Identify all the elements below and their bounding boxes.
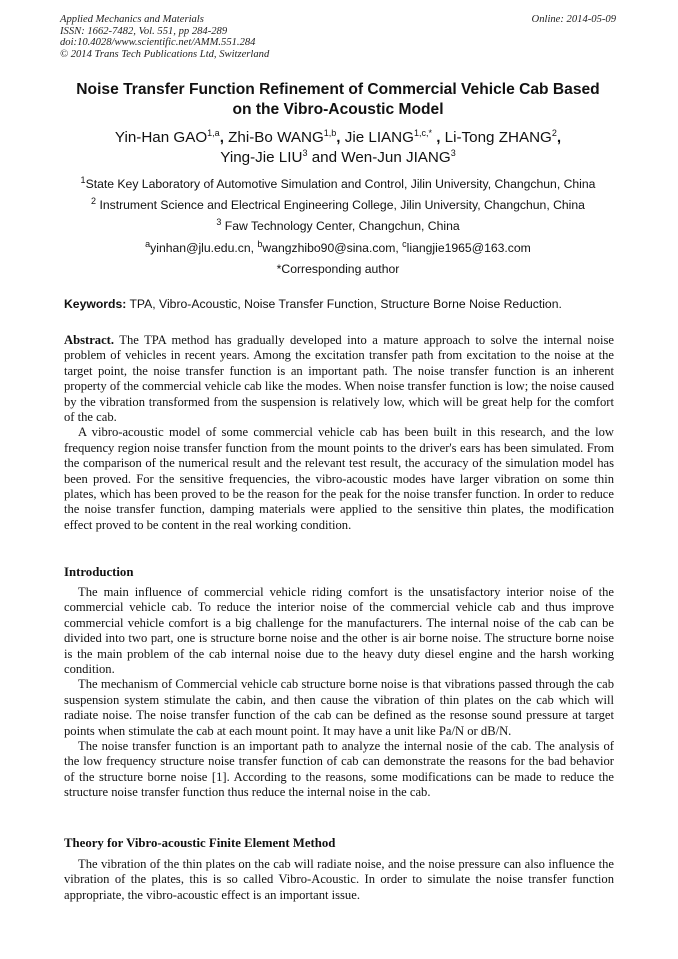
author-name: Zhi-Bo WANG <box>228 129 324 146</box>
author-affiliation-mark: 1,c,* <box>413 127 432 138</box>
email-address[interactable]: yinhan@jlu.edu.cn, <box>150 241 254 255</box>
corresponding-author: *Corresponding author <box>276 262 400 276</box>
keywords <box>64 296 624 312</box>
affiliation-text: Faw Technology Center, Changchun, China <box>224 219 460 233</box>
author-line-1: Yin-Han GAO$^{1,a}$, Zhi-Bo WANG$^{1,b}$, Jie $LIANG^{1,c,*}$ , Li-Tong ZHANG$^2$, <box>114 127 562 146</box>
affiliation-mark: 2 <box>91 195 97 206</box>
author-affiliation-mark: 3 <box>302 147 308 158</box>
title-line-1: Noise Transfer Function Refinement of Commercial Vehicle Cab Based <box>76 81 600 98</box>
email-address[interactable]: liangjie1965@163.com <box>406 241 531 255</box>
paragraph: The vibration of the thin plates on the cab will radiate noise, and the noise pressure can also influence the vibration of the plates, this is so called Vibro-Acoustic. In order to simulate the noise transfer function appropriate, the vibro-acoustic effect is an important issue. <box>64 857 614 902</box>
author-affiliation-mark: 1,a <box>207 127 220 138</box>
introduction-body <box>64 585 614 801</box>
online-date: Online: 2014-05-09 <box>531 14 616 25</box>
abstract <box>64 333 614 533</box>
author-affiliation-mark: 1,b <box>323 127 337 138</box>
author-name: Yin-Han GAO <box>114 129 208 146</box>
affiliation-text: State Key Laboratory of Automotive Simulation and Control, Jilin University, Changchun, China <box>85 177 596 191</box>
abstract-label: Abstract. <box>64 333 115 347</box>
abstract-paragraph-2: A vibro-acoustic model of some commercial vehicle cab has been built in this research, and the low frequency region noise transfer function from the mount points to the driver's ears has been simulated. From the comparison of the numerical result and the relevant test result, the accuracy of the simulation model has been proved. For the sensitive frequencies, the vibro-acoustic modes have larger vibration on some thin plates, which has been proved to be the reason for the peak for the noise transfer function. In order to reduce the noise transfer function, damping materials were applied to the sensitive thin plates, the modification effect proved to be content in the real working condition. <box>64 425 614 532</box>
journal-name: Applied Mechanics and Materials <box>60 14 204 25</box>
paragraph: The main influence of commercial vehicle riding comfort is the unsatisfactory interior noise of the commercial vehicle cab. To reduce the interior noise of the commercial vehicle cab and thus improve commercial vehicle comfort is a big challenge for the manufacturers. The internal noise of the cab can be divided into two part, one is structure borne noise and the other is air borne noise. The structure borne noise is the main problem of the cab internal noise due to the heavy duty diesel engine and the harsh working condition. <box>64 585 614 677</box>
section-heading-theory: Theory for Vibro-acoustic Finite Element Method <box>64 836 336 850</box>
author-name: Ying-Jie LIU <box>220 149 303 166</box>
abstract-text: The TPA method has gradually developed into a mature approach to solve the internal noise problem of vehicles in recent years. Among the excitation transfer path from excitation to the noise at the target point, the noise transfer function is an important path. The noise transfer function is an inherent property of the commercial vehicle cab like the modes. When noise transfer function is low; the noise caused by the vibration transformed from the suspension is relatively low, which will be great help for the comfort of the cab. <box>64 333 614 425</box>
title-line-2: on the Vibro-Acoustic Model <box>232 101 444 118</box>
email-mark: b <box>257 238 263 249</box>
paragraph: The noise transfer function is an important path to analyze the internal nosie of the cab. The analysis of the low frequency structure noise transfer function of cab can demonstrate the reasons for the bad behavior of the structure borne noise [1]. According to the reasons, some modifications can be made to reduce the structure noise transfer function thus reduce the internal noise in the cab. <box>64 739 614 800</box>
affiliation-mark: 3 <box>216 216 222 227</box>
paragraph: The mechanism of Commercial vehicle cab structure borne noise is that vibrations passed through the cab suspension system stimulate the cabin, and then cause the vibration of thin plates on the cab which will radiate noise. The noise transfer function of the cab can be defined as the resonse sound pressure at target points when stimulate the cab at each mount point. It may have a unit like Pa/N or dB/N. <box>64 677 614 738</box>
author-line-2 <box>60 148 616 168</box>
author-affiliation-mark: 2 <box>551 127 557 138</box>
email-address[interactable]: wangzhibo90@sina.com, <box>262 241 399 255</box>
journal-header <box>60 14 616 60</box>
author-affiliation-mark: 3 <box>450 147 456 158</box>
author-name: Wen-Jun JIANG <box>341 149 451 166</box>
copyright-line: © 2014 Trans Tech Publications Ltd, Switzerland <box>60 48 270 60</box>
keywords-text: TPA, Vibro-Acoustic, Noise Transfer Function, Structure Borne Noise Reduction. <box>129 297 562 311</box>
affiliation-2 <box>60 197 616 213</box>
author-name: Jie LIANG <box>344 129 414 146</box>
author-list <box>60 128 616 168</box>
keywords-label: Keywords: <box>64 297 127 311</box>
affiliation-text: Instrument Science and Electrical Engineering College, Jilin University, Changchun, China <box>99 198 585 212</box>
theory-body <box>64 857 614 903</box>
paper-title <box>60 80 616 120</box>
email-mark: c <box>402 238 407 249</box>
email-line <box>60 240 616 256</box>
affiliation-3 <box>60 218 616 234</box>
section-heading-introduction: Introduction <box>64 565 134 579</box>
doi-line: doi:10.4028/www.scientific.net/AMM.551.284 <box>60 37 256 49</box>
author-conjunction: and <box>311 149 338 166</box>
affiliation-1 <box>60 176 616 192</box>
affiliation-mark: 1 <box>80 174 86 185</box>
author-name: Li-Tong ZHANG <box>444 129 552 146</box>
email-mark: a <box>145 238 151 249</box>
issn-line: ISSN: 1662-7482, Vol. 551, pp 284-289 <box>60 25 228 37</box>
abstract-paragraph-1 <box>64 333 614 425</box>
